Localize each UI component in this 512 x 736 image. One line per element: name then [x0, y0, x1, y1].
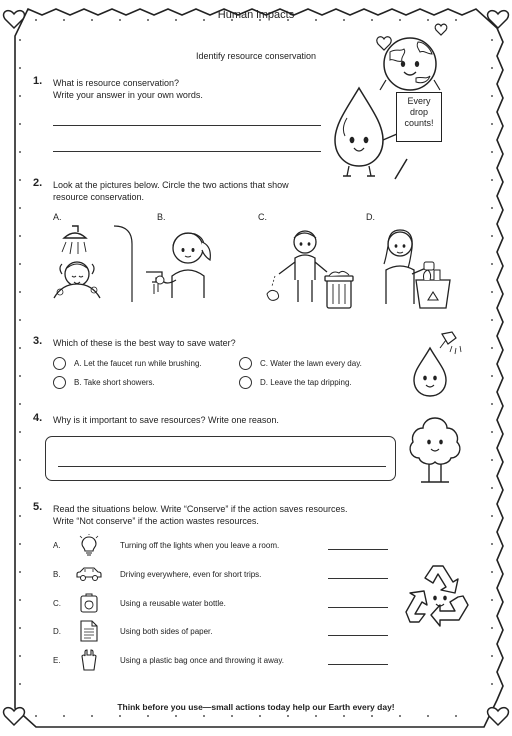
- border-dot: [147, 715, 149, 717]
- border-dot: [63, 715, 65, 717]
- handwashing-picture-icon[interactable]: [142, 222, 232, 310]
- option-a[interactable]: [53, 357, 202, 370]
- situation-letter: D.: [53, 627, 61, 636]
- border-dot: [19, 235, 21, 237]
- situation-letter: A.: [53, 541, 61, 550]
- option-d[interactable]: [239, 376, 352, 389]
- situation-answer-line[interactable]: [328, 664, 388, 665]
- border-dot: [91, 715, 93, 717]
- question-2-line: Look at the pictures below. Circle the two actions that show: [53, 180, 289, 190]
- border-dot: [491, 515, 493, 517]
- situation-text: Turning off the lights when you leave a room.: [120, 541, 280, 550]
- sign-line: Every: [407, 96, 431, 106]
- border-dot: [259, 715, 261, 717]
- question-number: 5.: [33, 501, 43, 513]
- border-dot: [35, 715, 37, 717]
- border-dot: [19, 179, 21, 181]
- question-5-line: Write “Not conserve” if the action wastes resources.: [53, 516, 259, 526]
- border-dot: [175, 715, 177, 717]
- situation-letter: E.: [53, 656, 61, 665]
- question-1-text: [53, 77, 203, 101]
- question-4-text: Why is it important to save resources? Write one reason.: [53, 415, 279, 425]
- situation-answer-line[interactable]: [328, 607, 388, 608]
- recycling-picture-icon[interactable]: [372, 222, 462, 310]
- option-label: A. Let the faucet run while brushing.: [74, 359, 202, 368]
- answer-box[interactable]: [45, 436, 396, 481]
- border-dot: [19, 487, 21, 489]
- border-dot: [491, 487, 493, 489]
- question-number: 1.: [33, 75, 43, 87]
- plastic-bag-icon: [80, 649, 98, 671]
- answer-line[interactable]: [53, 125, 321, 126]
- option-b[interactable]: [53, 376, 155, 389]
- border-dot: [19, 571, 21, 573]
- situation-answer-line[interactable]: [328, 578, 388, 579]
- border-dot: [491, 291, 493, 293]
- border-dot: [491, 263, 493, 265]
- border-dot: [343, 715, 345, 717]
- option-c[interactable]: [239, 357, 362, 370]
- border-dot: [19, 683, 21, 685]
- border-dot: [287, 715, 289, 717]
- option-label: B. Take short showers.: [74, 378, 155, 387]
- question-1-line: What is resource conservation?: [53, 78, 180, 88]
- border-dot: [19, 459, 21, 461]
- question-number: 4.: [33, 412, 43, 424]
- border-dot: [455, 715, 457, 717]
- paper-icon: [80, 620, 98, 642]
- border-dot: [491, 151, 493, 153]
- border-dot: [491, 571, 493, 573]
- border-dot: [19, 263, 21, 265]
- border-dot: [491, 431, 493, 433]
- border-dot: [491, 347, 493, 349]
- border-dot: [19, 431, 21, 433]
- border-dot: [491, 543, 493, 545]
- tree-character-icon: [407, 414, 463, 486]
- border-dot: [19, 515, 21, 517]
- border-dot: [19, 543, 21, 545]
- radio-circle[interactable]: [239, 357, 252, 370]
- question-1-line: Write your answer in your own words.: [53, 90, 203, 100]
- border-dot: [491, 683, 493, 685]
- border-dot: [491, 655, 493, 657]
- border-dot: [491, 459, 493, 461]
- question-number: 2.: [33, 177, 43, 189]
- situation-letter: C.: [53, 599, 61, 608]
- page-subtitle: Identify resource conservation: [195, 51, 317, 61]
- question-2-text: [53, 179, 289, 203]
- situation-text: Using a plastic bag once and throwing it away.: [120, 656, 284, 665]
- picture-label-d: D.: [366, 212, 375, 222]
- page-title: Human impacts: [217, 9, 295, 21]
- answer-line[interactable]: [53, 151, 321, 152]
- border-dot: [491, 207, 493, 209]
- question-5-text: [53, 503, 347, 527]
- situation-text: Driving everywhere, even for short trips.: [120, 570, 262, 579]
- border-dot: [491, 95, 493, 97]
- border-dot: [491, 319, 493, 321]
- border-dot: [19, 655, 21, 657]
- picture-label-b: B.: [157, 212, 166, 222]
- situation-letter: B.: [53, 570, 61, 579]
- shower-drop-character-icon: [406, 330, 466, 400]
- border-dot: [399, 715, 401, 717]
- border-dot: [203, 715, 205, 717]
- border-dot: [491, 39, 493, 41]
- border-dot: [19, 151, 21, 153]
- border-dot: [19, 599, 21, 601]
- border-dot: [119, 715, 121, 717]
- border-dot: [19, 627, 21, 629]
- question-2-line: resource conservation.: [53, 192, 145, 202]
- every-drop-counts-sign: [396, 92, 442, 142]
- picture-label-a: A.: [53, 212, 62, 222]
- sign-line: counts!: [404, 118, 434, 128]
- question-number: 3.: [33, 335, 43, 347]
- sign-line: drop: [409, 107, 428, 117]
- question-3-text: Which of these is the best way to save water?: [53, 338, 236, 348]
- radio-circle[interactable]: [239, 376, 252, 389]
- option-label: D. Leave the tap dripping.: [260, 378, 352, 387]
- border-dot: [19, 375, 21, 377]
- footer-message: Think before you use—small actions today help our Earth every day!: [117, 702, 395, 712]
- border-dot: [19, 291, 21, 293]
- border-dot: [19, 95, 21, 97]
- situation-answer-line[interactable]: [328, 635, 388, 636]
- situation-answer-line[interactable]: [328, 549, 388, 550]
- radio-circle[interactable]: [53, 376, 66, 389]
- border-dot: [19, 123, 21, 125]
- border-dot: [19, 207, 21, 209]
- border-dot: [427, 715, 429, 717]
- littering-picture-icon[interactable]: [255, 222, 355, 310]
- border-dot: [491, 235, 493, 237]
- lightbulb-icon: [79, 534, 99, 556]
- border-dot: [19, 39, 21, 41]
- border-dot: [19, 347, 21, 349]
- situation-text: Using both sides of paper.: [120, 627, 213, 636]
- border-dot: [491, 375, 493, 377]
- situation-text: Using a reusable water bottle.: [120, 599, 226, 608]
- car-icon: [75, 566, 103, 582]
- option-label: C. Water the lawn every day.: [260, 359, 362, 368]
- border-dot: [231, 715, 233, 717]
- border-dot: [371, 715, 373, 717]
- picture-label-c: C.: [258, 212, 267, 222]
- border-dot: [491, 123, 493, 125]
- answer-line[interactable]: [58, 466, 386, 467]
- recycle-character-icon: [405, 560, 475, 630]
- question-5-line: Read the situations below. Write “Conserve” if the action saves resources.: [53, 504, 348, 514]
- border-dot: [19, 319, 21, 321]
- water-bottle-icon: [80, 593, 98, 613]
- border-dot: [491, 403, 493, 405]
- border-dot: [491, 599, 493, 601]
- border-dot: [491, 627, 493, 629]
- border-dot: [491, 179, 493, 181]
- border-dot: [19, 403, 21, 405]
- border-dot: [315, 715, 317, 717]
- shower-picture-icon[interactable]: [50, 222, 140, 307]
- border-dot: [19, 67, 21, 69]
- radio-circle[interactable]: [53, 357, 66, 370]
- border-dot: [491, 67, 493, 69]
